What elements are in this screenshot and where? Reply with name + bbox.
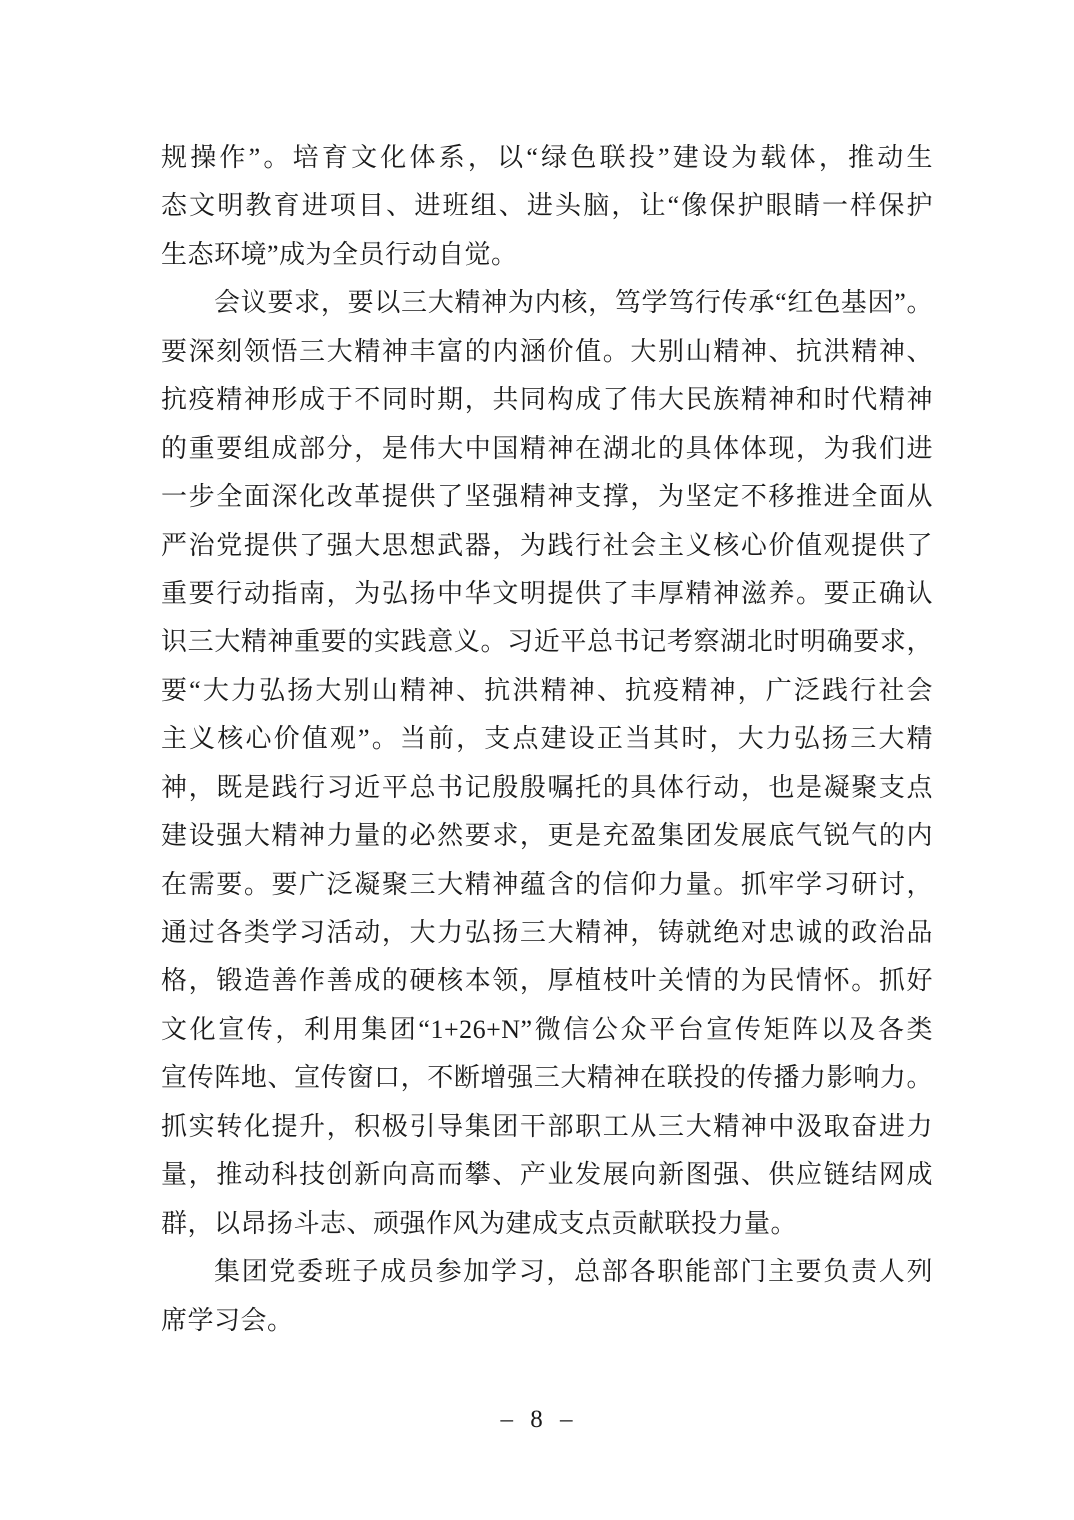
text-line: 要深刻领悟三大精神丰富的内涵价值。大别山精神、抗洪精神、 [161,336,933,366]
paragraph [161,134,933,279]
text-line: 主义核心价值观”。当前，支点建设正当其时，大力弘扬三大精 [161,724,933,754]
text-line: 建设强大精神力量的必然要求，更是充盈集团发展底气锐气的内 [161,821,933,851]
text-line: 集团党委班子成员参加学习，总部各职能部门主要负责人列 [214,1257,933,1287]
text-line: 抓实转化提升，积极引导集团干部职工从三大精神中汲取奋进力 [161,1111,933,1141]
text-line: 通过各类学习活动，大力弘扬三大精神，铸就绝对忠诚的政治品 [161,918,933,947]
text-line: 量，推动科技创新向高而攀、产业发展向新图强、供应链结网成 [161,1160,933,1190]
text-line: 严治党提供了强大思想武器，为践行社会主义核心价值观提供了 [161,530,933,560]
text-line: 群，以昂扬斗志、顽强作风为建成支点贡献联投力量。 [161,1208,798,1238]
text-line: 格，锻造善作善成的硬核本领，厚植枝叶关情的为民情怀。抓好 [161,966,933,996]
text-line: 宣传阵地、宣传窗口，不断增强三大精神在联投的传播力影响力。 [161,1063,933,1093]
text-line: 神，既是践行习近平总书记殷殷嘱托的具体行动，也是凝聚支点 [161,772,933,802]
text-line: 生态环境”成为全员行动自觉。 [161,239,518,269]
text-line: 会议要求，要以三大精神为内核，笃学笃行传承“红色基因”。 [214,288,933,318]
page-footer [0,1405,1074,1435]
text-line: 在需要。要广泛凝聚三大精神蕴含的信仰力量。抓牢学习研讨， [161,869,933,899]
text-line: 要“大力弘扬大别山精神、抗洪精神、抗疫精神，广泛践行社会 [161,675,933,705]
text-line: 的重要组成部分，是伟大中国精神在湖北的具体体现，为我们进 [161,433,933,463]
text-line: 席学习会。 [161,1305,294,1335]
body-text [161,134,933,1345]
paragraph [161,279,933,1248]
text-line: 抗疫精神形成于不同时期，共同构成了伟大民族精神和时代精神 [161,385,933,415]
paragraph [161,1248,933,1345]
page-number: – 8 – [500,1406,574,1433]
text-line: 识三大精神重要的实践意义。习近平总书记考察湖北时明确要求， [161,627,933,657]
text-line: 重要行动指南，为弘扬中华文明提供了丰厚精神滋养。要正确认 [161,578,933,608]
text-line: 规操作”。培育文化体系，以“绿色联投”建设为载体，推动生 [161,143,933,172]
text-line: 文化宣传，利用集团“1+26+N”微信公众平台宣传矩阵以及各类 [161,1014,933,1044]
text-line: 一步全面深化改革提供了坚强精神支撑，为坚定不移推进全面从 [161,482,933,512]
text-line: 态文明教育进项目、进班组、进头脑，让“像保护眼睛一样保护 [161,191,933,221]
